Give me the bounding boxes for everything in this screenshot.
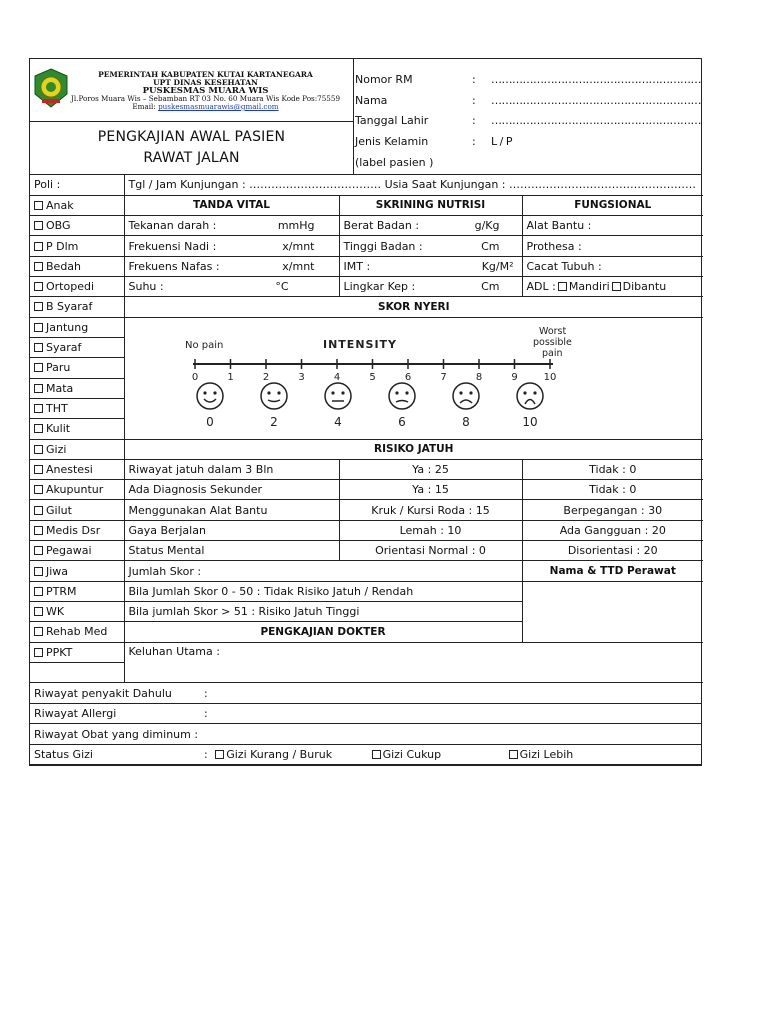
checkbox-icon[interactable] — [34, 323, 43, 332]
poli-option[interactable] — [30, 216, 124, 236]
nutrition-unit: Kg/M² — [481, 259, 514, 273]
nutrition-label: Berat Badan : — [343, 219, 420, 233]
functional-field[interactable]: Alat Bantu : — [522, 216, 703, 236]
vital-field[interactable] — [124, 256, 339, 276]
history-row[interactable] — [30, 724, 701, 744]
scale-tick-label: 5 — [368, 371, 376, 383]
scale-ticks — [191, 359, 556, 383]
empty-cell — [30, 662, 124, 682]
jumlah-skor-field[interactable]: Jumlah Skor : — [124, 561, 522, 581]
vital-label: Frekuens Nafas : — [128, 259, 220, 273]
history-colon: : — [200, 704, 701, 724]
label-note: (label pasien ) — [355, 156, 434, 170]
fall-option-b[interactable]: Tidak : 0 — [522, 480, 703, 500]
worst-label-1: Worst — [538, 325, 566, 337]
fall-option-a[interactable]: Lemah : 10 — [339, 520, 522, 540]
status-gizi-row — [30, 744, 701, 764]
fall-header-row — [30, 439, 703, 459]
scale-tick-label: 7 — [439, 371, 447, 383]
email-link[interactable]: puskesmasmuarawis@gmail.com — [158, 102, 279, 111]
pain-scale-cell — [124, 317, 703, 439]
pain-header-row — [30, 297, 703, 317]
adl-option-mandiri: Mandiri — [568, 280, 610, 294]
gizi-kurang-option: Gizi Kurang / Buruk — [226, 748, 333, 761]
pain-face-icon[interactable] — [261, 383, 287, 409]
field-label: Nomor RM — [355, 72, 413, 86]
clinic-name: PUSKESMAS MUARA WIS — [142, 86, 269, 96]
vital-field[interactable] — [124, 276, 339, 296]
poli-option-label: PPKT — [46, 645, 73, 659]
checkbox-icon[interactable] — [34, 627, 43, 636]
fall-row — [30, 459, 703, 479]
checkbox-icon[interactable] — [34, 648, 43, 657]
worst-label-2: possible — [532, 336, 572, 348]
fall-option-a[interactable]: Ya : 15 — [339, 480, 522, 500]
field-tanggal-lahir[interactable] — [355, 111, 701, 132]
poli-option[interactable] — [30, 337, 124, 357]
assessment-form — [29, 58, 702, 766]
nutrition-unit: Cm — [481, 280, 500, 294]
checkbox-icon[interactable] — [34, 424, 43, 433]
adl-label: ADL : — [526, 280, 556, 294]
checkbox-icon[interactable] — [34, 302, 43, 311]
pain-face-label: 4 — [333, 414, 342, 429]
fall-option-b[interactable]: Ada Gangguan : 20 — [522, 520, 703, 540]
poli-option-label: Gizi — [46, 442, 67, 456]
poli-option[interactable] — [30, 419, 124, 439]
pengkajian-dokter-heading: PENGKAJIAN DOKTER — [124, 622, 522, 642]
poli-option-label: Ortopedi — [46, 280, 95, 294]
poli-option-label: Medis Dsr — [46, 523, 101, 537]
nutrition-field[interactable] — [339, 276, 522, 296]
poli-option-label: Paru — [46, 361, 71, 375]
poli-option[interactable] — [30, 581, 124, 601]
functional-field[interactable]: Cacat Tubuh : — [522, 256, 703, 276]
field-nama[interactable] — [355, 90, 701, 111]
pain-row — [30, 317, 703, 337]
checkbox-icon[interactable] — [34, 221, 43, 230]
poli-option[interactable] — [30, 398, 124, 418]
poli-option[interactable] — [30, 378, 124, 398]
field-colon: : — [472, 135, 476, 149]
score-high-note: Bila jumlah Skor > 51 : Risiko Jatuh Tinggi — [124, 601, 522, 621]
fall-item: Gaya Berjalan — [124, 520, 339, 540]
poli-option-label: PTRM — [46, 584, 77, 598]
vital-row — [30, 236, 703, 256]
vital-row — [30, 256, 703, 276]
field-value: …………………………………………………… — [491, 72, 701, 86]
clinic-email — [58, 103, 353, 111]
pain-face-icon[interactable] — [389, 383, 415, 409]
fall-item: Status Mental — [124, 541, 339, 561]
scale-tick-label: 10 — [543, 371, 556, 383]
vital-unit: x/mnt — [282, 239, 315, 253]
score-low-note: Bila Jumlah Skor 0 - 50 : Tidak Risiko Jatuh / Rendah — [124, 581, 522, 601]
history-row[interactable] — [30, 704, 701, 724]
email-label: Email: — [132, 102, 156, 111]
nutrition-label: Tinggi Badan : — [343, 239, 423, 253]
poli-option-label: Anestesi — [46, 463, 93, 477]
poli-option-label: Kulit — [46, 422, 71, 436]
pain-face-icon[interactable] — [453, 383, 479, 409]
checkbox-icon[interactable] — [34, 587, 43, 596]
clinic-address: Jl.Poros Muara Wis – Sebamban RT 03 No. 60 Muara Wis Kode Pos:75559 — [70, 94, 341, 103]
vital-unit: x/mnt — [282, 259, 315, 273]
pain-scale — [181, 324, 601, 434]
pain-face-label: 2 — [269, 414, 278, 429]
poli-option[interactable] — [30, 459, 124, 479]
field-nomor-rm[interactable] — [355, 69, 701, 90]
pain-face-label: 8 — [461, 414, 470, 429]
poli-option[interactable] — [30, 297, 124, 317]
poli-option[interactable] — [30, 358, 124, 378]
adl-option-dibantu: Dibantu — [622, 280, 667, 294]
fall-row — [30, 500, 703, 520]
pain-face-label: 10 — [521, 414, 538, 429]
pain-face-label: 6 — [397, 414, 406, 429]
checkbox-icon[interactable] — [34, 201, 43, 210]
field-colon: : — [472, 114, 476, 128]
poli-option[interactable] — [30, 561, 124, 581]
fall-option-b[interactable]: Tidak : 0 — [522, 459, 703, 479]
history-table — [30, 683, 701, 765]
letterhead — [30, 59, 353, 122]
skrining-nutrisi-heading: SKRINING NUTRISI — [339, 195, 522, 215]
vital-label: Frekuensi Nadi : — [128, 239, 217, 253]
checkbox-icon[interactable] — [34, 404, 43, 413]
history-row[interactable] — [30, 683, 701, 703]
field-colon: : — [472, 93, 476, 107]
fall-option-b[interactable]: Berpegangan : 30 — [522, 500, 703, 520]
poli-option-label: Pegawai — [46, 544, 92, 558]
poli-option-label: Akupuntur — [46, 483, 104, 497]
nama-ttd-heading: Nama & TTD Perawat — [522, 561, 703, 581]
history-colon: : — [200, 683, 701, 703]
checkbox-icon[interactable] — [34, 567, 43, 576]
poli-option-label: Mata — [46, 381, 74, 395]
gizi-lebih-option: Gizi Lebih — [519, 748, 574, 761]
vital-row — [30, 276, 703, 296]
checkbox-icon[interactable] — [34, 526, 43, 535]
fall-row — [30, 541, 703, 561]
scale-tick-label: 0 — [191, 371, 198, 383]
fall-row — [30, 480, 703, 500]
poli-option[interactable] — [30, 195, 124, 215]
fall-item: Ada Diagnosis Sekunder — [124, 480, 339, 500]
vital-field[interactable] — [124, 216, 339, 236]
fall-option-b[interactable]: Disorientasi : 20 — [522, 541, 703, 561]
status-gizi-colon: : — [204, 748, 208, 761]
vital-label: Suhu : — [128, 280, 164, 294]
history-label: Riwayat Obat yang diminum : — [30, 724, 200, 744]
scale-tick-label: 3 — [297, 371, 305, 383]
poli-option-label: Jiwa — [46, 564, 69, 578]
field-colon: : — [472, 72, 476, 86]
checkbox-icon[interactable] — [509, 750, 518, 759]
score-row — [30, 561, 703, 581]
scale-tick-label: 2 — [262, 371, 269, 383]
poli-option-label: P Dlm — [46, 239, 79, 253]
nutrition-label: Lingkar Kep : — [343, 280, 416, 294]
functional-field[interactable]: Prothesa : — [522, 236, 703, 256]
visit-row — [30, 175, 703, 195]
vital-header-row — [30, 195, 703, 215]
checkbox-icon[interactable] — [612, 282, 621, 291]
poli-option-label: OBG — [46, 219, 71, 233]
nurse-signature-box[interactable] — [522, 581, 703, 642]
fall-option-a[interactable]: Orientasi Normal : 0 — [339, 541, 522, 561]
checkbox-icon[interactable] — [34, 282, 43, 291]
nutrition-field[interactable] — [339, 236, 522, 256]
risiko-jatuh-heading: RISIKO JATUH — [124, 439, 703, 459]
checkbox-icon[interactable] — [372, 750, 381, 759]
poli-option[interactable] — [30, 622, 124, 642]
scale-tick-label: 1 — [226, 371, 234, 383]
fall-item: Riwayat jatuh dalam 3 Bln — [124, 459, 339, 479]
status-gizi-label: Status Gizi — [30, 744, 200, 764]
nutrition-field[interactable] — [339, 216, 522, 236]
poli-option-label: Rehab Med — [46, 625, 108, 639]
poli-option-label: B Syaraf — [46, 300, 93, 314]
poli-option[interactable] — [30, 236, 124, 256]
poli-option[interactable] — [30, 601, 124, 621]
pain-face-icon[interactable] — [325, 383, 351, 409]
nutrition-unit: Cm — [481, 239, 500, 253]
vital-unit: mmHg — [277, 219, 315, 233]
pain-face-icon[interactable] — [197, 383, 223, 409]
scale-faces — [197, 383, 543, 429]
checkbox-icon[interactable] — [34, 465, 43, 474]
intensity-label: INTENSITY — [322, 337, 397, 351]
skor-nyeri-heading: SKOR NYERI — [124, 297, 703, 317]
fall-option-a[interactable]: Kruk / Kursi Roda : 15 — [339, 500, 522, 520]
checkbox-icon[interactable] — [34, 384, 43, 393]
poli-option-label: Bedah — [46, 259, 82, 273]
pain-face-label: 0 — [205, 414, 214, 429]
form-title — [30, 122, 353, 174]
checkbox-icon[interactable] — [34, 607, 43, 616]
complaint-row — [30, 642, 703, 662]
field-jenis-kelamin[interactable] — [355, 131, 701, 152]
checkbox-icon[interactable] — [34, 485, 43, 494]
field-value: …………………………………………………… — [491, 93, 701, 107]
patient-label-box — [354, 59, 701, 174]
fall-row — [30, 520, 703, 540]
no-pain-label: No pain — [184, 339, 223, 351]
fungsional-heading: FUNGSIONAL — [522, 195, 703, 215]
assessment-table — [30, 175, 703, 683]
poli-option-label: THT — [46, 402, 68, 416]
poli-option[interactable] — [30, 256, 124, 276]
field-value: …………………………………………………… — [491, 114, 701, 128]
pain-face-icon[interactable] — [517, 383, 543, 409]
checkbox-icon[interactable] — [34, 262, 43, 271]
title-line-2: RAWAT JALAN — [143, 150, 240, 166]
tanda-vital-heading: TANDA VITAL — [124, 195, 339, 215]
scale-tick-label: 4 — [333, 371, 340, 383]
poli-option[interactable] — [30, 642, 124, 662]
adl-field — [522, 276, 703, 296]
poli-option-label: Syaraf — [46, 341, 82, 355]
form-header — [30, 59, 701, 175]
poli-option[interactable] — [30, 541, 124, 561]
history-label: Riwayat Allergi — [30, 704, 200, 724]
keluhan-utama-field[interactable]: Keluhan Utama : — [124, 642, 703, 683]
history-colon — [200, 724, 701, 744]
gov-name: PEMERINTAH KABUPATEN KUTAI KARTANEGARA — [98, 70, 313, 79]
checkbox-icon[interactable] — [34, 343, 43, 352]
nutrition-label: IMT : — [343, 259, 371, 273]
poli-option-label: WK — [46, 605, 65, 619]
poli-option[interactable] — [30, 500, 124, 520]
nutrition-field[interactable] — [339, 256, 522, 276]
checkbox-icon[interactable] — [34, 445, 43, 454]
fall-item: Menggunakan Alat Bantu — [124, 500, 339, 520]
field-label: Nama — [355, 93, 388, 107]
poli-option[interactable] — [30, 317, 124, 337]
scale-tick-label: 8 — [475, 371, 482, 383]
field-value: L / P — [491, 135, 512, 149]
vital-label: Tekanan darah : — [128, 219, 217, 233]
poli-option-label: Jantung — [46, 320, 89, 334]
vital-field[interactable] — [124, 236, 339, 256]
fall-option-a[interactable]: Ya : 25 — [339, 459, 522, 479]
checkbox-icon[interactable] — [558, 282, 567, 291]
poli-option[interactable] — [30, 276, 124, 296]
vital-row — [30, 216, 703, 236]
poli-label: Poli : — [30, 175, 124, 195]
checkbox-icon[interactable] — [215, 750, 224, 759]
history-label: Riwayat penyakit Dahulu — [30, 683, 200, 703]
field-label: Jenis Kelamin — [355, 135, 429, 149]
nutrition-unit: g/Kg — [474, 219, 500, 233]
field-label: Tanggal Lahir — [355, 114, 429, 128]
checkbox-icon[interactable] — [34, 546, 43, 555]
checkbox-icon[interactable] — [34, 363, 43, 372]
vital-unit: °C — [275, 280, 289, 294]
status-gizi-options — [200, 744, 701, 764]
visit-info[interactable]: Tgl / Jam Kunjungan : ……………………………… Usia Saat Kunjungan : …………………………………………… — [124, 175, 703, 195]
checkbox-icon[interactable] — [34, 506, 43, 515]
scale-tick-label: 6 — [404, 371, 411, 383]
poli-option[interactable] — [30, 480, 124, 500]
scale-tick-label: 9 — [510, 371, 518, 383]
worst-label-3: pain — [541, 347, 563, 359]
score-row — [30, 581, 703, 601]
poli-option[interactable] — [30, 439, 124, 459]
poli-option[interactable] — [30, 520, 124, 540]
title-line-1: PENGKAJIAN AWAL PASIEN — [97, 129, 286, 145]
dept-name: UPT DINAS KESEHATAN — [153, 78, 258, 87]
poli-option-label: Anak — [46, 198, 74, 212]
poli-option-label: Gilut — [46, 503, 72, 517]
checkbox-icon[interactable] — [34, 242, 43, 251]
gizi-cukup-option: Gizi Cukup — [382, 748, 442, 761]
header-left — [30, 59, 354, 174]
